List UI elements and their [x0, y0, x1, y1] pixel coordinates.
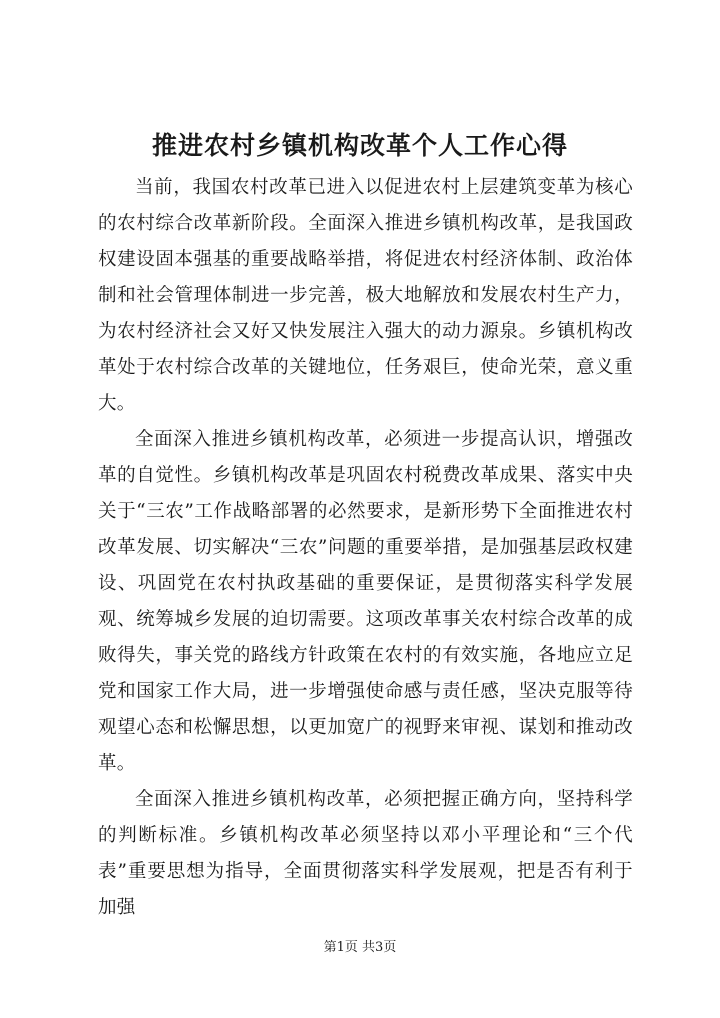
paragraph: 当前，我国农村改革已进入以促进农村上层建筑变革为核心的农村综合改革新阶段。全面深入推进乡镇机构改革，是我国政权建设固本强基的重要战略举措，将促进农村经济体制、政治体制和社会管理体制进一步完善，极大地解放和发展农村生产力，为农村经济社会又好又快发展注入强大的动力源泉。乡镇机构改革处于农村综合改革的关键地位，任务艰巨，使命光荣，意义重大。	[98, 177, 633, 414]
paragraph: 全面深入推进乡镇机构改革，必须把握正确方向，坚持科学的判断标准。乡镇机构改革必须坚持以邓小平理论和“三个代表”重要思想为指导，全面贯彻落实科学发展观，把是否有利于加强	[98, 789, 633, 918]
page-footer: 第1页 共3页	[323, 940, 397, 955]
paragraph: 全面深入推进乡镇机构改革，必须进一步提高认识，增强改革的自觉性。乡镇机构改革是巩固农村税费改革成果、落实中央关于“三农”工作战略部署的必然要求，是新形势下全面推进农村改革发展、切实解决“三农”问题的重要举措，是加强基层政权建设、巩固党在农村执政基础的重要保证，是贯彻落实科学发展观、统筹城乡发展的迫切需要。这项改革事关农村综合改革的成败得失，事关党的路线方针政策在农村的有效实施，各地应立足党和国家工作大局，进一步增强使命感与责任感，坚决克服等待观望心态和松懈思想，以更加宽广的视野来审视、谋划和推动改革。	[98, 429, 633, 774]
document-body	[98, 170, 633, 926]
document-title: 推进农村乡镇机构改革个人工作心得	[151, 131, 568, 160]
